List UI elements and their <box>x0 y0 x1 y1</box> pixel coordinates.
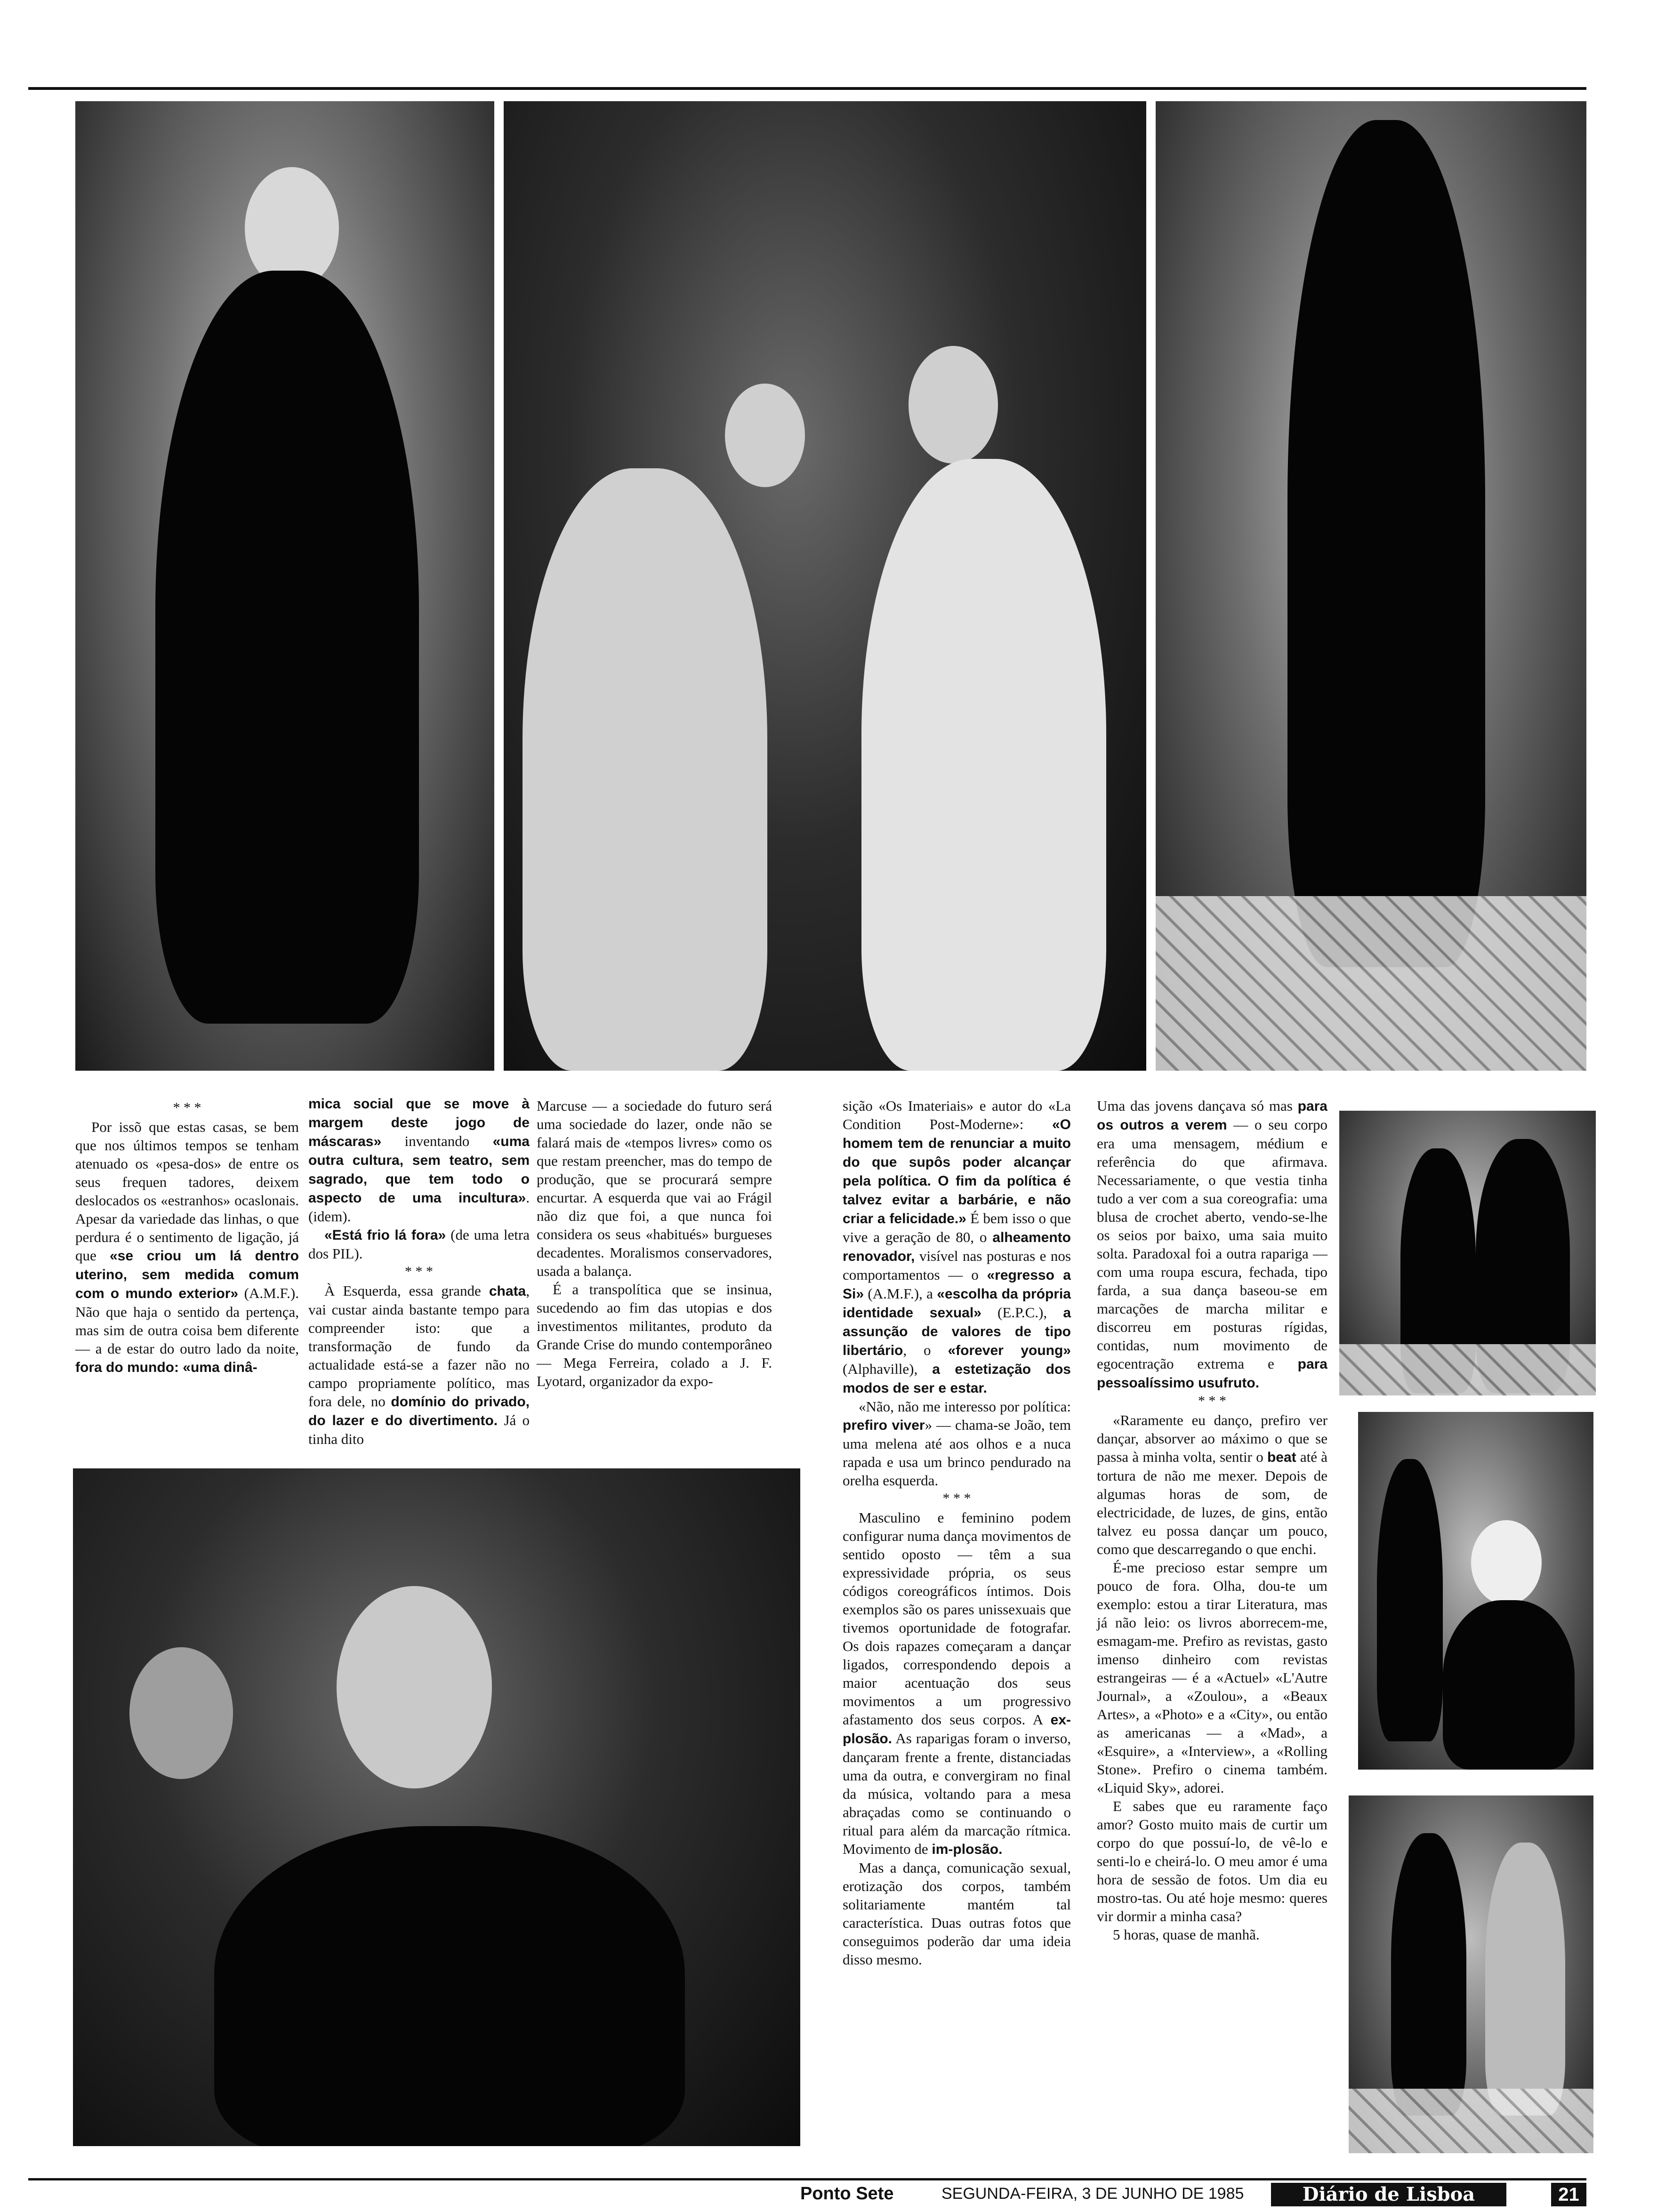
photo-couple-dancing-2 <box>1358 1412 1593 1770</box>
article-paragraph: Mas a dança, comunicação sexual, erotização dos corpos, também solitariamente mantém tal característica. Duas outras fotos que conseguimos poderão dar uma ideia disso mesmo. <box>843 1859 1071 1968</box>
article-column-2 <box>308 1094 530 1448</box>
section-break-stars: * * * <box>1198 1393 1226 1409</box>
photo-couple-dancing-1 <box>1339 1111 1596 1395</box>
newspaper-masthead: Diário de Lisboa <box>1271 2183 1506 2206</box>
section-break-stars: * * * <box>942 1491 971 1506</box>
article-paragraph: E sabes que eu raramente faço amor? Gosto muito mais de curtir um corpo do que possuí-lo, de vê-lo e senti-lo e cheirá-lo. O meu amor é uma hora de sessão de fotos. Um dia eu mostro-tas. Ou até hoje mesmo: queres vir dormir a minha casa? <box>1097 1798 1327 1924</box>
article-paragraph: «Raramente eu danço, prefiro ver dançar, absorver ao máximo o que se passa à minha volta, sentir o beat até à tortura de não me mexer. Depois de algumas horas de som, de electricidade, de luzes, de gins, então talvez eu possa dançar um pouco, como que descarregando o que enchi. <box>1097 1412 1328 1557</box>
article-paragraph: sição «Os Imateriais» e autor do «La Condition Post-Moderne»: «O homem tem de renunciar a muito do que supôs poder alcançar pela política. O fim da política é talvez evitar a barbárie, e não criar a felicidade.» É bem isso o que vive a geração de 80, o alheamento renovador, visível nas posturas e nos comportamentos — o «regresso a Si» (A.M.F.), a «escolha da própria identidade sexual» (E.P.C.), a assunção de valores de tipo libertário, o «forever young» (Alphaville), a estetização dos modos de ser e estar. <box>843 1098 1071 1396</box>
article-paragraph: Marcuse — a sociedade do futuro será uma sociedade do lazer, onde não se falará mais de «tempos livres» como os que restam preencher, mas do tempo de produção, que se procurará sempre encurtar. A esquerda que vai ao Frágil não diz que foi, a que nunca foi considera os seus «habitués» burgueses decadentes. Moralismos conservadores, usada a balança. <box>537 1098 772 1279</box>
article-column-5 <box>1097 1097 1327 1944</box>
section-break-stars: * * * <box>405 1264 433 1279</box>
article-paragraph: É-me precioso estar sempre um pouco de fora. Olha, dou-te um exemplo: estou a tirar Literatura, mas já não leio: os livros aborrecem-me, esmagam-me. Prefiro as revistas, gasto imenso dinheiro com revistas estrangeiras — é a «Actuel» «L'Autre Journal», a «Zoulou», a «Beaux Artes», a «Photo» e a «City», ou então as americanas — a «Mad», a «Esquire», a «Interview», a «Rolling Stone». Prefiro o cinema também. «Liquid Sky», adorei. <box>1097 1559 1327 1796</box>
article-column-4 <box>843 1097 1071 1969</box>
page-number: 21 <box>1551 2183 1586 2206</box>
article-paragraph: 5 horas, quase de manhã. <box>1113 1926 1260 1943</box>
section-break-stars: * * * <box>173 1100 201 1115</box>
page-footer <box>800 2184 1586 2210</box>
article-paragraph: Uma das jovens dançava só mas para os outros a verem — o seu corpo era uma mensagem, médium e referência do que afirmava. Necessariamente, o que vestia tinha tudo a ver com a sua coreografia: uma blusa de crochet aberto, vendo-se-lhe os seios por baixo, uma saia muito solta. Paradoxal foi a outra rapariga — com uma roupa escura, fechada, tipo farda, a sua dança baseou-se em marcações de marcha militar e discorreu em posturas rígidas, contidas, num movimento de egocentração extrema e para pessoalíssimo usufruto. <box>1097 1098 1327 1391</box>
top-rule <box>28 87 1586 90</box>
article-paragraph: Masculino e feminino podem configurar numa dança movimentos de sentido oposto — têm a sua expressividade própria, os seus códigos coreográficos íntimos. Dois exemplos são os pares unissexuais que tivemos oportunidade de fotografar. Os dois rapazes começaram a dançar ligados, correspondendo depois a maior acentuação dos seus movimentos a um progressivo afastamento dos seus corpos. A ex-plosão. As raparigas foram o inverso, dançaram frente a frente, distanciadas uma da outra, e convergiram no final da música, voltando para a mesa abraçadas como se continuando o ritual para além da marcação rítmica. Movimento de im-plosão. <box>843 1509 1071 1857</box>
photo-thumbs-up <box>73 1468 800 2146</box>
article-paragraph: Por issõ que estas casas, se bem que nos últimos tempos se tenham atenuado os «pesa-dos» de entre os seus frequen tadores, deixem deslocados os «estranhos» ocaslonais. Apesar da variedade das linhas, o que perdura é o sentimento de ligação, já que «se criou um lá dentro uterino, sem medida comum com o mundo exterior» (A.M.F.). Não que haja o sentido da pertença, mas sim de outra coisa bem diferente — a de estar do outro lado da noite, fora do mundo: «uma dinâ- <box>75 1119 299 1375</box>
photo-man-leather-jacket <box>75 101 494 1071</box>
article-column-3 <box>537 1097 772 1390</box>
photo-dancing-men <box>504 101 1146 1071</box>
article-paragraph: mica social que se move à margem deste jogo de máscaras» inventando «uma outra cultura, sem teatro, sem sagrado, que tem todo o aspecto de uma incultura». (idem). <box>308 1096 530 1225</box>
article-paragraph: «Não, não me interesso por política: prefiro viver» — chama-se João, tem uma melena até aos olhos e a nuca rapada e usa um brinco pendurado na orelha esquerda. <box>843 1398 1071 1489</box>
photo-woman-dancing-alone <box>1156 101 1586 1071</box>
section-name: Ponto Sete <box>800 2184 894 2204</box>
article-column-1 <box>75 1099 299 1377</box>
photo-couple-dancing-3 <box>1349 1795 1593 2153</box>
article-paragraph: É a transpolítica que se insinua, sucedendo ao fim das utopias e dos investimentos militantes, produto da Grande Crise do mundo contemporâneo — Mega Ferreira, colado a J. F. Lyotard, organizador da expo- <box>537 1281 772 1389</box>
footer-rule <box>28 2178 1586 2180</box>
article-paragraph: À Esquerda, essa grande chata, vai custar ainda bastante tempo para compreender isto: que a transformação de fundo da actualidade está-se a fazer não no campo propriamente político, mas fora dele, no domínio do privado, do lazer e do divertimento. Já o tinha dito <box>308 1282 530 1447</box>
issue-date: SEGUNDA-FEIRA, 3 DE JUNHO DE 1985 <box>941 2185 1244 2203</box>
article-paragraph: «Está frio lá fora» (de uma letra dos PIL). <box>308 1226 530 1262</box>
